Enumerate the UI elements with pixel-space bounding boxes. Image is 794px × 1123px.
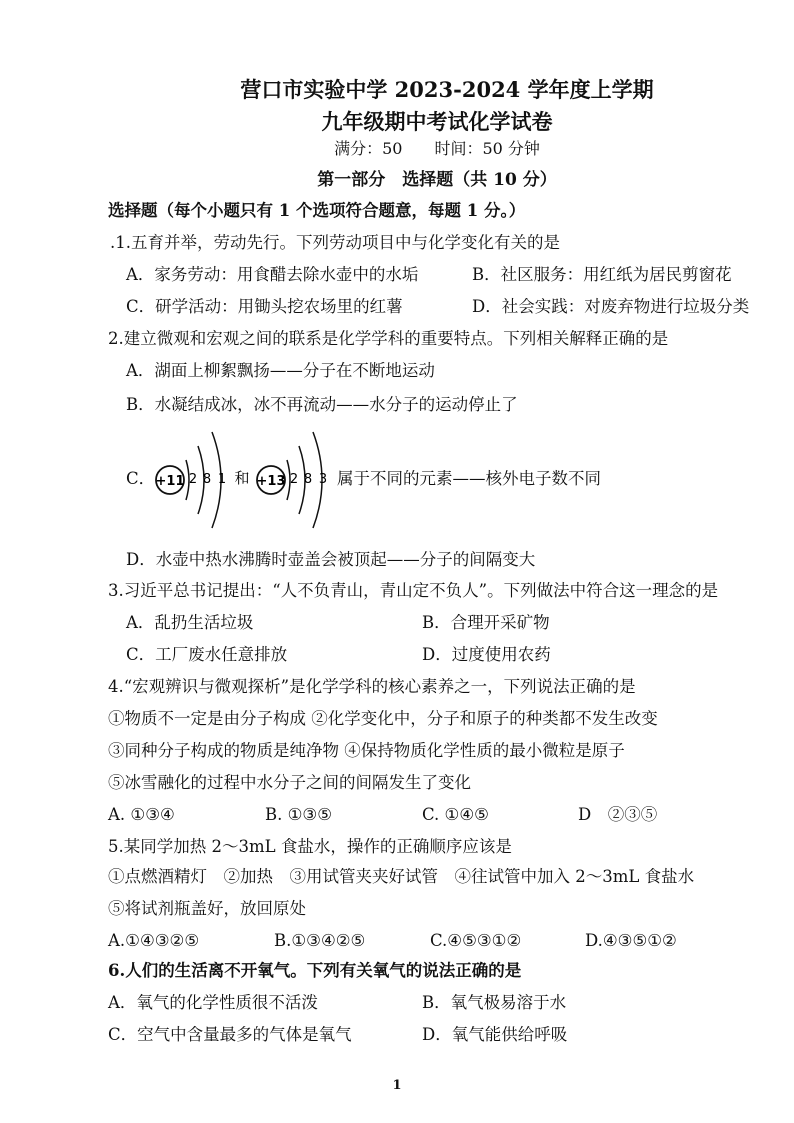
atom2-shell-3-electrons: 3	[318, 472, 328, 487]
atom1-nucleus-charge: +11	[155, 474, 185, 489]
atom-diagram-aluminum	[257, 432, 328, 528]
q4-option-d: D ②③⑤	[578, 805, 658, 824]
q2-option-c-text: 属于不同的元素——核外电子数不同	[337, 469, 601, 488]
q1-option-d: D．社会实践：对废弃物进行垃圾分类	[472, 297, 750, 316]
q4-option-a: A. ①③④	[108, 805, 175, 824]
q6-stem: 6.人们的生活离不开氧气。下列有关氧气的说法正确的是	[108, 961, 522, 980]
q5-option-b: B.①③④②⑤	[274, 931, 366, 950]
atom2-nucleus-charge: +13	[256, 474, 286, 489]
q1-option-b: B．社区服务：用红纸为居民剪窗花	[472, 265, 732, 284]
q3-option-b: B．合理开采矿物	[422, 613, 550, 632]
q5-option-d: D.④③⑤①②	[585, 931, 677, 950]
q1-option-c: C．研学活动：用锄头挖农场里的红薯	[126, 297, 403, 316]
q6-option-b: B．氧气极易溶于水	[422, 993, 567, 1012]
atom1-shell-2-electrons: 8	[202, 472, 212, 487]
atom1-shell-3-electrons: 1	[217, 472, 227, 487]
page-number: 1	[392, 1078, 402, 1093]
q1-option-a: A．家务劳动：用食醋去除水壶中的水垢	[126, 265, 419, 284]
q5-stem: 5.某同学加热 2～3mL 食盐水，操作的正确顺序应该是	[108, 837, 512, 856]
q2-option-c-label: C．	[126, 469, 156, 488]
atom2-shell-2-electrons: 8	[303, 472, 313, 487]
q4-statement-5: ⑤冰雪融化的过程中水分子之间的间隔发生了变化	[108, 773, 471, 792]
q3-stem: 3.习近平总书记提出：“人不负青山，青山定不负人”。下列做法中符合这一理念的是	[108, 581, 719, 600]
atom1-shell-1-electrons: 2	[188, 472, 198, 487]
q4-stem: 4.“宏观辨识与微观探析”是化学学科的核心素养之一，下列说法正确的是	[108, 677, 636, 696]
q2-stem: 2.建立微观和宏观之间的联系是化学学科的重要特点。下列相关解释正确的是	[108, 329, 669, 348]
score-info: 满分：50 时间：50 分钟	[334, 139, 540, 158]
atom-structure-diagrams	[150, 420, 340, 530]
q2-option-b: B．水凝结成冰，冰不再流动——水分子的运动停止了	[126, 395, 518, 414]
atom2-shell-1-electrons: 2	[289, 472, 299, 487]
atom-connector-and: 和	[234, 469, 250, 487]
q3-option-d: D．过度使用农药	[422, 645, 551, 664]
q2-option-d: D．水壶中热水沸腾时壶盖会被顶起——分子的间隔变大	[126, 550, 536, 569]
q4-option-b: B. ①③⑤	[265, 805, 332, 824]
atom-diagram-sodium	[156, 432, 227, 528]
q5-option-a: A.①④③②⑤	[108, 931, 200, 950]
q4-statement-3-4: ③同种分子构成的物质是纯净物 ④保持物质化学性质的最小微粒是原子	[108, 741, 625, 760]
q5-option-c: C.④⑤③①②	[430, 931, 522, 950]
q2-option-a: A．湖面上柳絮飘扬——分子在不断地运动	[126, 361, 435, 380]
q5-step-5: ⑤将试剂瓶盖好，放回原处	[108, 899, 306, 918]
q4-option-c: C. ①④⑤	[422, 805, 489, 824]
q3-option-c: C．工厂废水任意排放	[126, 645, 288, 664]
title-line-1: 营口市实验中学 2023-2024 学年度上学期	[240, 77, 654, 102]
title-line-2: 九年级期中考试化学试卷	[321, 109, 553, 134]
q6-option-c: C．空气中含量最多的气体是氧气	[108, 1025, 352, 1044]
q4-statement-1-2: ①物质不一定是由分子构成 ②化学变化中，分子和原子的种类都不发生改变	[108, 709, 658, 728]
q1-stem: .1.五育并举，劳动先行。下列劳动项目中与化学变化有关的是	[110, 233, 560, 252]
part-title: 第一部分 选择题（共 10 分）	[317, 170, 557, 190]
section-instructions: 选择题（每个小题只有 1 个选项符合题意，每题 1 分。）	[108, 201, 526, 220]
q6-option-d: D．氧气能供给呼吸	[422, 1025, 568, 1044]
q5-steps-1-4: ①点燃酒精灯 ②加热 ③用试管夹夹好试管 ④往试管中加入 2～3mL 食盐水	[108, 867, 695, 886]
q3-option-a: A．乱扔生活垃圾	[126, 613, 254, 632]
q6-option-a: A．氧气的化学性质很不活泼	[108, 993, 318, 1012]
